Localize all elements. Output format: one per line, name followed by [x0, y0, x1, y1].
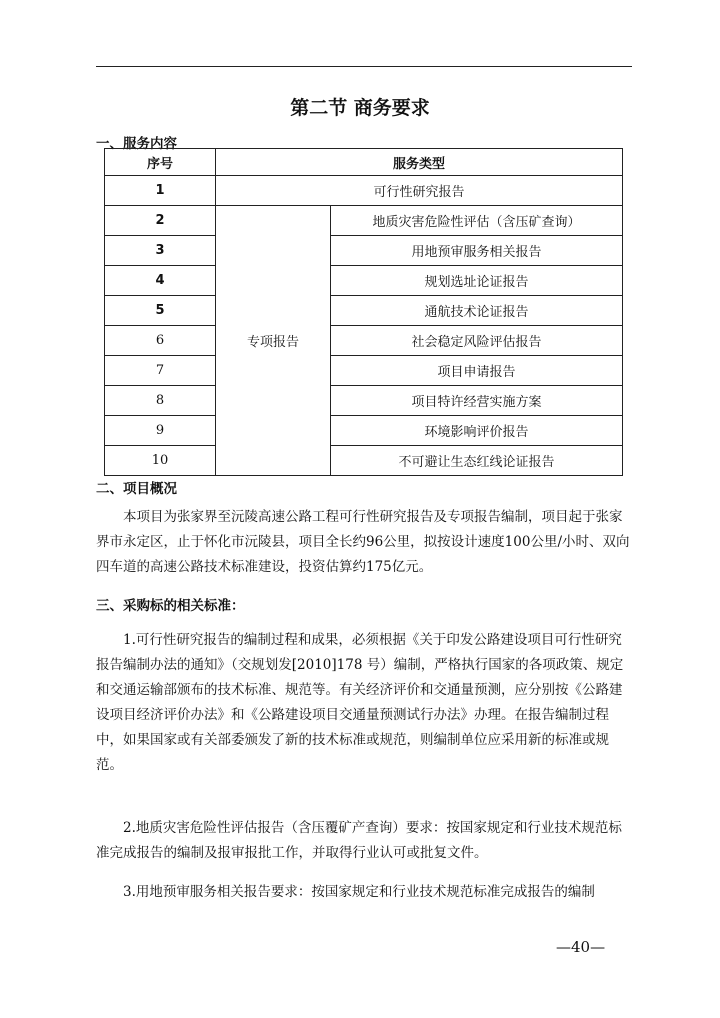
row-no: 3: [105, 236, 216, 266]
standards-paragraph-2: [96, 816, 632, 866]
row-no: 2: [105, 206, 216, 236]
paragraph: 2.地质灾害危险性评估报告（含压覆矿产查询）要求：按国家规定和行业技术规范标准完成报告的编制及报审报批工作，并取得行业认可或批复文件。: [96, 820, 622, 861]
row-no: 7: [105, 356, 216, 386]
table-row: [105, 206, 623, 236]
row-item: 地质灾害危险性评估（含压矿查询）: [331, 206, 623, 236]
row-item: 规划选址论证报告: [331, 266, 623, 296]
table-row: [105, 446, 623, 476]
paragraph: 本项目为张家界至沅陵高速公路工程可行性研究报告及专项报告编制，项目起于张家界市永定区，止于怀化市沅陵县，项目全长约96公里，拟按设计速度100公里/小时、双向四车道的高速公路技术标准建设，投资估算约175亿元。: [96, 509, 630, 575]
header-type: 服务类型: [216, 149, 623, 176]
table-row: [105, 296, 623, 326]
row-no: 4: [105, 266, 216, 296]
group-label: 专项报告: [216, 206, 331, 476]
row-no: 5: [105, 296, 216, 326]
header-no: 序号: [105, 149, 216, 176]
table-header-row: [105, 149, 623, 176]
page-number: —40—: [556, 938, 606, 956]
row-no: 8: [105, 386, 216, 416]
row-no: 9: [105, 416, 216, 446]
table-row: [105, 356, 623, 386]
row-no: 1: [105, 176, 216, 206]
row-item: 不可避让生态红线论证报告: [331, 446, 623, 476]
standards-paragraph-1: [96, 628, 632, 778]
page-title: 第二节 商务要求: [290, 97, 430, 119]
service-table: [104, 148, 623, 476]
table-row: [105, 386, 623, 416]
section-heading-service-content: 一、服务内容: [96, 136, 177, 152]
row-item: 项目特许经营实施方案: [331, 386, 623, 416]
project-overview-text: [96, 505, 632, 580]
table-row: [105, 266, 623, 296]
row-item: 环境影响评价报告: [331, 416, 623, 446]
header-rule: [96, 66, 632, 67]
row-item: 通航技术论证报告: [331, 296, 623, 326]
row-item: 社会稳定风险评估报告: [331, 326, 623, 356]
row-no: 6: [105, 326, 216, 356]
table-row: [105, 416, 623, 446]
row-item: 用地预审服务相关报告: [331, 236, 623, 266]
row-item: 项目申请报告: [331, 356, 623, 386]
paragraph: 3.用地预审服务相关报告要求：按国家规定和行业技术规范标准完成报告的编制: [123, 884, 595, 900]
table-row: [105, 326, 623, 356]
section-heading-standards: 三、采购标的相关标准：: [96, 598, 245, 614]
paragraph: 1.可行性研究报告的编制过程和成果，必须根据《关于印发公路建设项目可行性研究报告编制办法的通知》（交规划发[2010]178 号）编制，严格执行国家的各项政策、规定和交通运输部颁布的技术标准、规范等。有关经济评价和交通量预测，应分别按《公路建设项目经济评价办法》和《公路建设项目交通量预测试行办法》办理。在报告编制过程中，如果国家或有关部委颁发了新的技术标准或规范，则编制单位应采用新的标准或规范。: [96, 632, 624, 773]
table-row: [105, 176, 623, 206]
row-type: 可行性研究报告: [216, 176, 623, 206]
row-no: 10: [105, 446, 216, 476]
table-row: [105, 236, 623, 266]
section-heading-project-overview: 二、项目概况: [96, 481, 177, 497]
standards-paragraph-3: [96, 880, 632, 905]
